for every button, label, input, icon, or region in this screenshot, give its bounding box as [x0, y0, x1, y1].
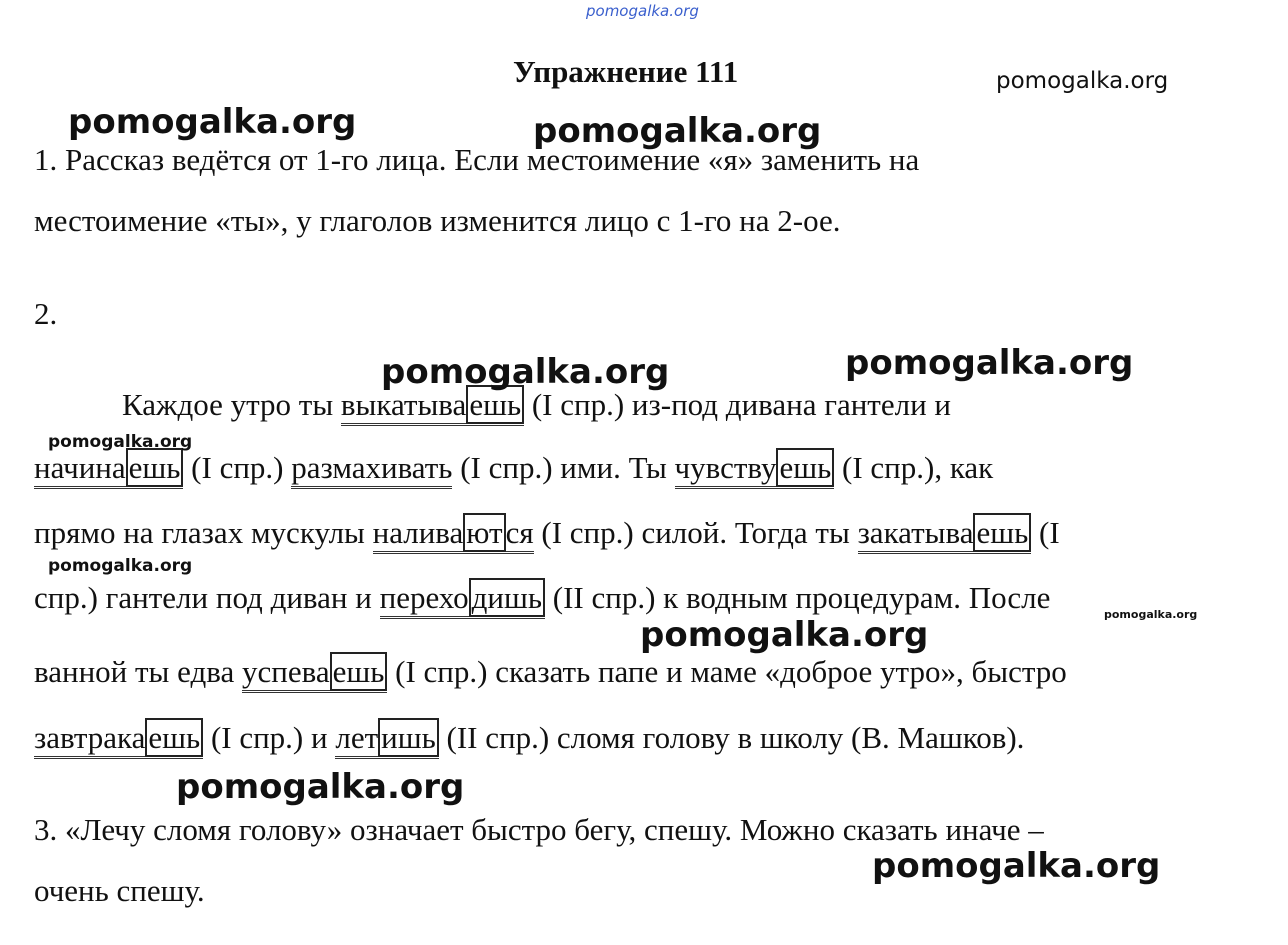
verb-zavtrakaesh	[34, 720, 203, 759]
paragraph-1-line-1: 1. Рассказ ведётся от 1-го лица. Если местоимение «я» заменить на	[34, 142, 920, 177]
verb-ending: ют	[463, 513, 505, 552]
text-segment: Каждое утро ты	[122, 387, 341, 422]
verb-ending: дишь	[469, 578, 545, 617]
text-line-4	[34, 580, 1050, 616]
verb-ending: ешь	[145, 718, 203, 757]
text-segment: прямо на глазах мускулы	[34, 515, 373, 550]
watermark: pomogalka.org	[176, 767, 465, 807]
paragraph-3-line-1: 3. «Лечу сломя голову» означает быстро бегу, спешу. Можно сказать иначе –	[34, 812, 1044, 847]
verb-stem: чувству	[674, 450, 777, 485]
paragraph-1-line-2: местоимение «ты», у глаголов изменится лицо с 1-го на 2-ое.	[34, 203, 841, 238]
verb-stem: начина	[34, 450, 126, 485]
watermark: pomogalka.org	[48, 432, 193, 452]
verb-stem: завтрака	[34, 720, 146, 755]
text-segment: (I спр.) сказать папе и маме «доброе утро», быстро	[387, 654, 1067, 689]
verb-chuvstvuesh	[675, 450, 835, 489]
verb-ending: ешь	[126, 448, 184, 487]
text-segment: (I спр.) и	[203, 720, 336, 755]
verb-zakatyvaesh	[858, 515, 1032, 554]
verb-ending: ешь	[466, 385, 524, 424]
verb-stem: закатыва	[857, 515, 974, 550]
text-segment: (I спр.) из-под дивана гантели и	[524, 387, 952, 422]
watermark: pomogalka.org	[68, 102, 357, 142]
verb-suffix: ся	[505, 515, 534, 550]
verb-ending: ешь	[973, 513, 1031, 552]
text-segment: (I спр.)	[183, 450, 292, 485]
verb-stem: успева	[242, 654, 330, 689]
verb-vykatyvaesh	[341, 387, 524, 426]
verb-stem: лет	[335, 720, 379, 755]
verb-stem: налива	[372, 515, 464, 550]
text-line-1	[122, 387, 951, 423]
verb-nalivayutsya	[373, 515, 534, 554]
watermark: pomogalka.org	[872, 846, 1161, 886]
verb-razmakhivat: размахивать	[291, 450, 452, 489]
watermark: pomogalka.org	[996, 68, 1169, 94]
text-segment: (I спр.) ими. Ты	[452, 450, 675, 485]
paragraph-2-number: 2.	[34, 296, 58, 331]
watermark: pomogalka.org	[533, 111, 822, 151]
watermark: pomogalka.org	[48, 556, 193, 576]
watermark: pomogalka.org	[381, 352, 670, 392]
verb-nachinaesh	[34, 450, 183, 489]
verb-ending: ешь	[330, 652, 388, 691]
verb-stem: выкатыва	[340, 387, 467, 422]
verb-letish	[335, 720, 438, 759]
text-segment: (I спр.) силой. Тогда ты	[533, 515, 858, 550]
verb-ending: ешь	[776, 448, 834, 487]
watermark-top: pomogalka.org	[586, 2, 699, 20]
verb-uspevaesh	[242, 654, 387, 693]
verb-ending: ишь	[378, 718, 439, 757]
text-segment: (II спр.) к водным процедурам. После	[545, 580, 1051, 615]
watermark: pomogalka.org	[1104, 608, 1198, 621]
text-line-6	[34, 720, 1024, 756]
verb-perekhodish	[380, 580, 545, 619]
text-segment: (I	[1031, 515, 1060, 550]
page-title: Упражнение 111	[513, 54, 739, 89]
text-segment: (I спр.), как	[834, 450, 994, 485]
text-line-5	[34, 654, 1067, 690]
text-segment: спр.) гантели под диван и	[34, 580, 380, 615]
verb-stem: перехо	[379, 580, 469, 615]
watermark: pomogalka.org	[640, 615, 929, 655]
watermark: pomogalka.org	[845, 343, 1134, 383]
text-line-3	[34, 515, 1060, 551]
paragraph-3-line-2: очень спешу.	[34, 873, 205, 908]
text-line-2	[34, 450, 993, 486]
text-segment: ванной ты едва	[34, 654, 242, 689]
text-segment: (II спр.) сломя голову в школу (В. Машков).	[438, 720, 1025, 755]
